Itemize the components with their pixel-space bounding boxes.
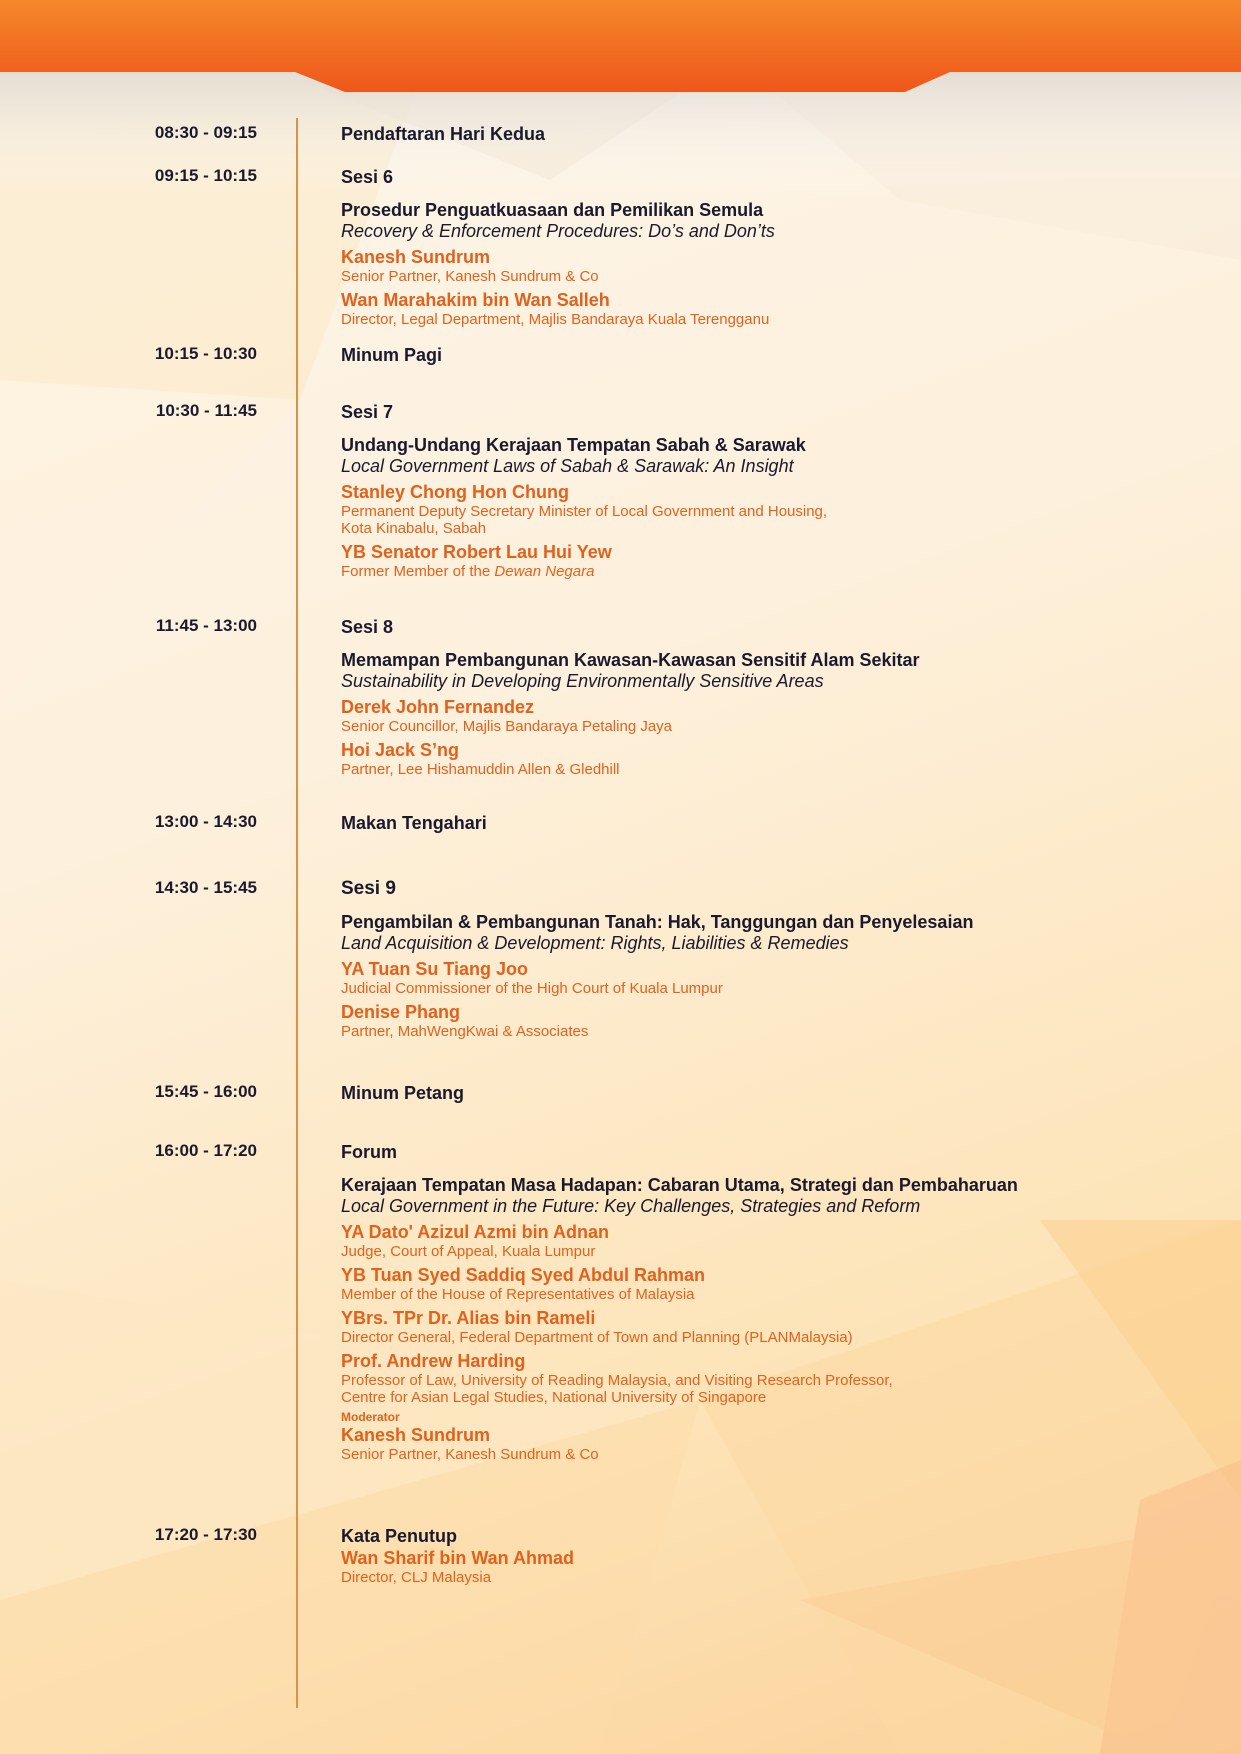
speaker-role: Permanent Deputy Secretary Minister of Local Government and Housing, bbox=[341, 503, 828, 520]
session-title: Memampan Pembangunan Kawasan-Kawasan Sensitif Alam Sekitar bbox=[341, 650, 920, 670]
timeline-divider bbox=[296, 118, 298, 1708]
speaker-name: Kanesh Sundrum bbox=[341, 1425, 491, 1445]
session-subtitle: Local Government Laws of Sabah & Sarawak: An Insight bbox=[341, 456, 794, 476]
speaker-role-italic: Dewan Negara bbox=[494, 563, 595, 580]
slot-label: Kata Penutup bbox=[341, 1526, 458, 1546]
slot-time: 11:45 - 13:00 bbox=[155, 616, 257, 635]
speaker-role: Director General, Federal Department of Town and Planning (PLANMalaysia) bbox=[341, 1329, 853, 1346]
speaker-role: Director, Legal Department, Majlis Bandaraya Kuala Terengganu bbox=[341, 311, 770, 328]
slot-label: Sesi 7 bbox=[341, 402, 394, 422]
speaker-role: Senior Partner, Kanesh Sundrum & Co bbox=[341, 268, 599, 285]
speaker bbox=[341, 1001, 1201, 1040]
speaker-name: YA Dato' Azizul Azmi bin Adnan bbox=[341, 1222, 609, 1242]
speaker-tag: Moderator bbox=[341, 1410, 400, 1424]
slot-time: 17:20 - 17:30 bbox=[154, 1525, 257, 1544]
speaker-name: YB Tuan Syed Saddiq Syed Abdul Rahman bbox=[341, 1265, 706, 1285]
slot-content bbox=[341, 123, 1201, 145]
slot-content bbox=[341, 878, 1201, 1040]
slot-content bbox=[341, 1525, 1201, 1586]
header-banner bbox=[0, 0, 1241, 92]
slot-label: Forum bbox=[341, 1142, 397, 1162]
speaker-role: Professor of Law, University of Reading Malaysia, and Visiting Research Professor, bbox=[341, 1372, 893, 1389]
speaker-role: Judicial Commissioner of the High Court of Kuala Lumpur bbox=[341, 980, 723, 997]
slot-label: Pendaftaran Hari Kedua bbox=[341, 124, 546, 144]
speaker bbox=[341, 481, 1201, 537]
slot-time: 10:15 - 10:30 bbox=[154, 344, 257, 363]
speaker-name: Wan Marahakim bin Wan Salleh bbox=[341, 290, 610, 310]
slot-content bbox=[341, 616, 1201, 778]
speaker-role: Director, CLJ Malaysia bbox=[341, 1569, 492, 1586]
speaker bbox=[341, 1221, 1201, 1260]
speaker-role: Senior Councillor, Majlis Bandaraya Petaling Jaya bbox=[341, 718, 673, 735]
speaker bbox=[341, 1547, 1201, 1586]
speaker-role-text: Former Member of the bbox=[341, 563, 491, 580]
speaker-role-line2: Centre for Asian Legal Studies, National University of Singapore bbox=[341, 1389, 767, 1406]
slot-content bbox=[341, 344, 1201, 366]
speaker-name: Denise Phang bbox=[341, 1002, 461, 1022]
session-title: Undang-Undang Kerajaan Tempatan Sabah & Sarawak bbox=[341, 435, 806, 455]
slot-time: 13:00 - 14:30 bbox=[154, 812, 257, 831]
speaker-role: Partner, MahWengKwai & Associates bbox=[341, 1023, 589, 1040]
slot-label: Sesi 6 bbox=[341, 167, 394, 187]
speaker bbox=[341, 289, 1201, 328]
session-subtitle: Local Government in the Future: Key Challenges, Strategies and Reform bbox=[341, 1196, 921, 1216]
speaker-role bbox=[341, 563, 1201, 580]
speaker-name: Stanley Chong Hon Chung bbox=[341, 482, 569, 502]
session-title: Pengambilan & Pembangunan Tanah: Hak, Tanggungan dan Penyelesaian bbox=[341, 912, 974, 932]
slot-label: Sesi 8 bbox=[341, 617, 394, 637]
speaker bbox=[341, 696, 1201, 735]
slot-time: 09:15 - 10:15 bbox=[154, 166, 257, 185]
slot-label: Minum Petang bbox=[341, 1083, 465, 1103]
speaker-name: YBrs. TPr Dr. Alias bin Rameli bbox=[341, 1308, 596, 1328]
speaker bbox=[341, 1264, 1201, 1303]
speaker-name: YA Tuan Su Tiang Joo bbox=[341, 959, 529, 979]
speaker-role-line2: Kota Kinabalu, Sabah bbox=[341, 520, 487, 537]
speaker bbox=[341, 246, 1201, 285]
slot-label: Sesi 9 bbox=[341, 878, 396, 899]
session-subtitle: Sustainability in Developing Environmentally Sensitive Areas bbox=[341, 671, 824, 691]
slot-time: 14:30 - 15:45 bbox=[154, 878, 257, 897]
speaker-name: Wan Sharif bin Wan Ahmad bbox=[341, 1548, 574, 1568]
speaker-name: Kanesh Sundrum bbox=[341, 247, 491, 267]
speaker-role: Judge, Court of Appeal, Kuala Lumpur bbox=[341, 1243, 596, 1260]
speaker bbox=[341, 1410, 1201, 1463]
slot-content bbox=[341, 1141, 1201, 1463]
slot-time: 15:45 - 16:00 bbox=[154, 1082, 257, 1101]
slot-time: 08:30 - 09:15 bbox=[154, 123, 257, 142]
speaker-role: Member of the House of Representatives of Malaysia bbox=[341, 1286, 695, 1303]
session-subtitle: Land Acquisition & Development: Rights, Liabilities & Remedies bbox=[341, 933, 849, 953]
speaker bbox=[341, 958, 1201, 997]
speaker bbox=[341, 1350, 1201, 1406]
slot-content bbox=[341, 166, 1201, 328]
slot-label: Minum Pagi bbox=[341, 345, 443, 365]
speaker bbox=[341, 739, 1201, 778]
speaker-role: Partner, Lee Hishamuddin Allen & Gledhill bbox=[341, 761, 620, 778]
slot-time: 16:00 - 17:20 bbox=[154, 1141, 257, 1160]
speaker-role: Senior Partner, Kanesh Sundrum & Co bbox=[341, 1446, 599, 1463]
session-subtitle: Recovery & Enforcement Procedures: Do’s and Don’ts bbox=[341, 221, 775, 241]
speaker-name: Prof. Andrew Harding bbox=[341, 1351, 526, 1371]
speaker bbox=[341, 541, 1201, 580]
slot-content bbox=[341, 812, 1201, 834]
speaker-name: Hoi Jack S’ng bbox=[341, 740, 460, 760]
slot-content bbox=[341, 1082, 1201, 1104]
slot-time: 10:30 - 11:45 bbox=[155, 401, 257, 420]
speaker bbox=[341, 1307, 1201, 1346]
speaker-name: Derek John Fernandez bbox=[341, 697, 535, 717]
speaker-name: YB Senator Robert Lau Hui Yew bbox=[341, 542, 612, 562]
slot-content bbox=[341, 401, 1201, 580]
slot-label: Makan Tengahari bbox=[341, 813, 487, 833]
session-title: Prosedur Penguatkuasaan dan Pemilikan Semula bbox=[341, 200, 764, 220]
session-title: Kerajaan Tempatan Masa Hadapan: Cabaran Utama, Strategi dan Pembaharuan bbox=[341, 1175, 1018, 1195]
